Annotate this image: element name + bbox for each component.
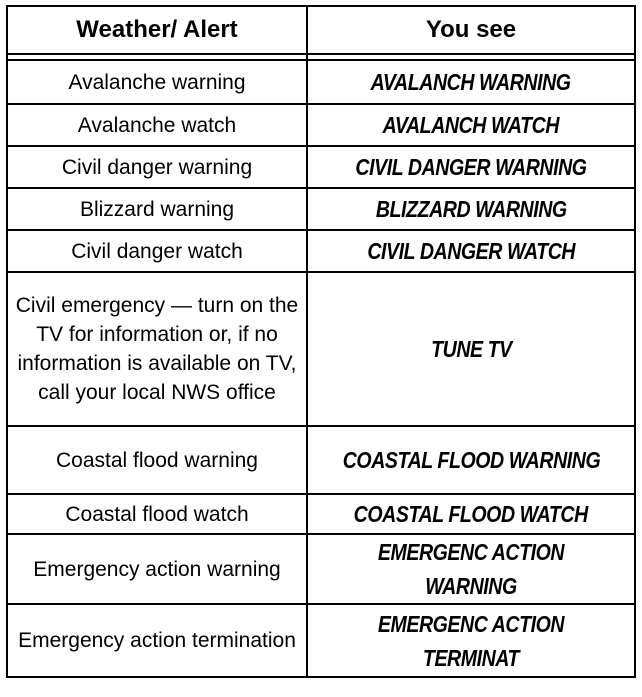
alert-name: Civil emergency — turn on the TV for information or, if no information is available on TV, call your local NWS office [7, 272, 307, 426]
display-text: COASTAL FLOOD WARNING [342, 447, 600, 473]
alert-name: Civil danger warning [7, 146, 307, 188]
display-text: CIVIL DANGER WARNING [355, 154, 587, 180]
display-cell [307, 604, 635, 677]
table-row [7, 104, 635, 146]
display-text: EMERGENC ACTION WARNING [377, 539, 565, 599]
display-text: TUNE TV [430, 336, 512, 362]
table-row [7, 230, 635, 272]
display-text: AVALANCH WARNING [371, 69, 571, 95]
alert-name: Emergency action warning [7, 534, 307, 604]
alert-name: Blizzard warning [7, 188, 307, 230]
table-row [7, 494, 635, 534]
display-cell [307, 426, 635, 494]
alert-name: Avalanche watch [7, 104, 307, 146]
display-cell [307, 534, 635, 604]
display-cell [307, 60, 635, 104]
display-cell [307, 188, 635, 230]
alert-name: Civil danger watch [7, 230, 307, 272]
table-row [7, 188, 635, 230]
display-cell [307, 230, 635, 272]
header-row [7, 6, 635, 54]
header-display: You see [307, 6, 635, 54]
table-row [7, 426, 635, 494]
display-cell [307, 146, 635, 188]
alert-name: Coastal flood watch [7, 494, 307, 534]
table-row [7, 272, 635, 426]
display-text: AVALANCH WATCH [382, 112, 560, 138]
alert-name: Coastal flood warning [7, 426, 307, 494]
header-alert: Weather/ Alert [7, 6, 307, 54]
table-row [7, 534, 635, 604]
display-cell [307, 494, 635, 534]
table-row [7, 146, 635, 188]
alert-name: Emergency action termination [7, 604, 307, 677]
alert-name: Avalanche warning [7, 60, 307, 104]
table-row [7, 60, 635, 104]
display-cell [307, 272, 635, 426]
alert-table [6, 5, 636, 678]
display-text: BLIZZARD WARNING [375, 196, 567, 222]
display-text: EMERGENC ACTION TERMINAT [377, 610, 565, 671]
display-cell [307, 104, 635, 146]
table-row [7, 604, 635, 677]
display-text: COASTAL FLOOD WATCH [353, 501, 589, 527]
display-text: CIVIL DANGER WATCH [367, 238, 575, 264]
